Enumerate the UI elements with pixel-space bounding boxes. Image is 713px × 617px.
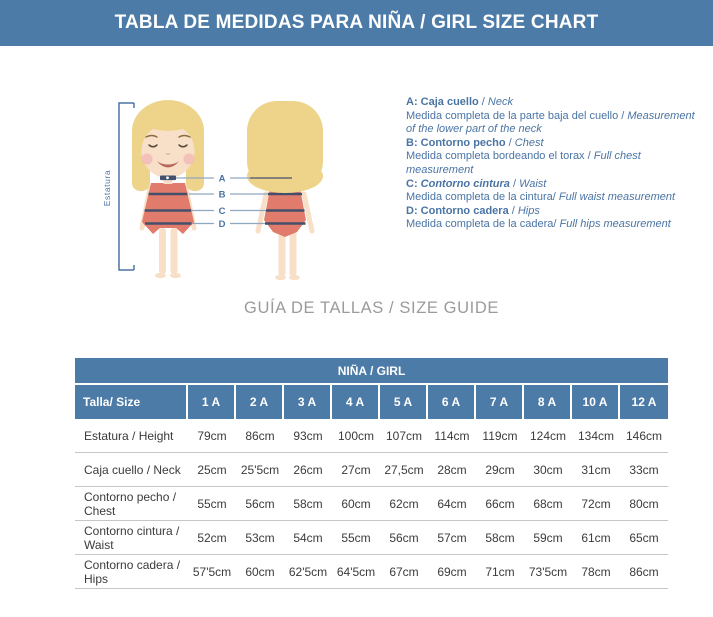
measurement-legend: [406, 96, 706, 232]
table-row-neck: [75, 453, 668, 487]
legend-letter: B:: [406, 136, 418, 149]
value-cell: 64cm: [428, 487, 476, 521]
legend-letter: C:: [406, 177, 418, 190]
size-header-cell: 8 A: [524, 385, 572, 419]
legend-desc-es: Medida completa bordeando el torax: [406, 150, 585, 163]
page-title: TABLA DE MEDIDAS PARA NIÑA / GIRL SIZE CHART: [114, 12, 599, 33]
value-cell: 62cm: [380, 487, 428, 521]
row-label: Contorno pecho / Chest: [75, 487, 188, 521]
table-group-header-row: [75, 358, 668, 385]
letter-d: D: [218, 219, 226, 230]
size-header-cell: 12 A: [620, 385, 668, 419]
legend-item-hips: D: Contorno cadera / Hips Medida completa de la cadera/ Full hips measurement: [406, 204, 671, 231]
value-cell: 28cm: [428, 453, 476, 487]
value-cell: 27,5cm: [380, 453, 428, 487]
legend-desc-en: Full chest measurement: [406, 150, 641, 176]
legend-item-waist: C: Contorno cintura / Waist Medida completa de la cintura/ Full waist measurement: [406, 177, 676, 204]
value-cell: 29cm: [476, 453, 524, 487]
value-cell: 68cm: [524, 487, 572, 521]
legend-desc-en: Measurement of the lower part of the neck: [406, 109, 695, 136]
legend-name-en: Neck: [487, 96, 513, 108]
value-cell: 67cm: [380, 555, 428, 589]
legend-name-en: Hips: [517, 204, 540, 217]
legend-desc-en: Full waist measurement: [558, 191, 676, 204]
value-cell: 64'5cm: [332, 555, 380, 589]
value-cell: 26cm: [284, 453, 332, 487]
value-cell: 58cm: [284, 487, 332, 521]
value-cell: 33cm: [620, 453, 668, 487]
value-cell: 27cm: [332, 453, 380, 487]
estatura-label: Estatura: [102, 169, 112, 207]
corner-header-cell: Talla/ Size: [75, 385, 188, 419]
size-guide-heading: GUÍA DE TALLAS / SIZE GUIDE: [244, 299, 499, 317]
value-cell: 79cm: [188, 419, 236, 453]
value-cell: 100cm: [332, 419, 380, 453]
value-cell: 31cm: [572, 453, 620, 487]
value-cell: 55cm: [332, 521, 380, 555]
legend-item-neck: A: Caja cuello / Neck Medida completa de la parte baja del cuello / Measurement of the lower part of the neck: [406, 96, 695, 136]
value-cell: 124cm: [524, 419, 572, 453]
legend-name-es: Contorno cadera: [420, 204, 509, 217]
legend-name-es: Contorno cintura: [420, 177, 510, 190]
value-cell: 61cm: [572, 521, 620, 555]
value-cell: 86cm: [236, 419, 284, 453]
value-cell: 80cm: [620, 487, 668, 521]
value-cell: 53cm: [236, 521, 284, 555]
measurement-letters: [219, 174, 226, 231]
size-header-cell: 6 A: [428, 385, 476, 419]
front-girl-illustration: [132, 100, 204, 278]
value-cell: 146cm: [620, 419, 668, 453]
value-cell: 60cm: [236, 555, 284, 589]
value-cell: 57cm: [428, 521, 476, 555]
title-bar: [0, 0, 713, 46]
legend-desc-en: Full hips measurement: [559, 218, 671, 231]
size-header-cell: 4 A: [332, 385, 380, 419]
legend-desc-es: Medida completa de la parte baja del cuello: [406, 109, 619, 122]
value-cell: 52cm: [188, 521, 236, 555]
value-cell: 25'5cm: [236, 453, 284, 487]
value-cell: 69cm: [428, 555, 476, 589]
size-header-cell: 5 A: [380, 385, 428, 419]
letter-a: A: [218, 173, 226, 185]
height-bracket: [102, 103, 134, 270]
table-row-height: [75, 419, 668, 453]
value-cell: 57'5cm: [188, 555, 236, 589]
size-header-cell: 2 A: [236, 385, 284, 419]
table-row-waist: [75, 521, 668, 555]
girl-measurement-diagram: [95, 93, 405, 293]
size-header-cell: 7 A: [476, 385, 524, 419]
value-cell: 114cm: [428, 419, 476, 453]
legend-desc-es: Medida completa de la cadera: [406, 218, 554, 231]
value-cell: 58cm: [476, 521, 524, 555]
value-cell: 73'5cm: [524, 555, 572, 589]
size-header-cell: 10 A: [572, 385, 620, 419]
size-header-cell: 3 A: [284, 385, 332, 419]
value-cell: 107cm: [380, 419, 428, 453]
letter-b: B: [218, 189, 226, 201]
legend-desc-es: Medida completa de la cintura: [406, 191, 553, 204]
row-label: Contorno cintura / Waist: [75, 521, 188, 555]
legend-item-chest: B: Contorno pecho / Chest Medida completa bordeando el torax / Full chest measurement: [406, 136, 641, 176]
table-sizes-header-row: [75, 385, 668, 419]
value-cell: 30cm: [524, 453, 572, 487]
value-cell: 55cm: [188, 487, 236, 521]
value-cell: 93cm: [284, 419, 332, 453]
legend-name-en: Waist: [519, 177, 547, 190]
letter-c: C: [218, 206, 226, 217]
row-label: Caja cuello / Neck: [75, 453, 188, 487]
row-label: Contorno cadera / Hips: [75, 555, 188, 589]
value-cell: 59cm: [524, 521, 572, 555]
value-cell: 56cm: [380, 521, 428, 555]
value-cell: 54cm: [284, 521, 332, 555]
value-cell: 119cm: [476, 419, 524, 453]
legend-name-es: Caja cuello: [420, 96, 479, 108]
legend-name-en: Chest: [514, 136, 544, 149]
value-cell: 60cm: [332, 487, 380, 521]
value-cell: 72cm: [572, 487, 620, 521]
legend-letter: D:: [406, 204, 418, 217]
value-cell: 86cm: [620, 555, 668, 589]
value-cell: 66cm: [476, 487, 524, 521]
row-label: Estatura / Height: [75, 419, 188, 453]
value-cell: 62'5cm: [284, 555, 332, 589]
back-girl-illustration: [247, 101, 323, 280]
value-cell: 134cm: [572, 419, 620, 453]
value-cell: 71cm: [476, 555, 524, 589]
table-row-chest: [75, 487, 668, 521]
table-row-hips: [75, 555, 668, 589]
value-cell: 25cm: [188, 453, 236, 487]
size-header-cell: 1 A: [188, 385, 236, 419]
legend-letter: A:: [406, 96, 418, 108]
value-cell: 65cm: [620, 521, 668, 555]
legend-name-es: Contorno pecho: [420, 136, 506, 149]
size-table: [75, 358, 668, 589]
value-cell: 78cm: [572, 555, 620, 589]
value-cell: 56cm: [236, 487, 284, 521]
group-header-cell: NIÑA / GIRL: [75, 358, 668, 385]
